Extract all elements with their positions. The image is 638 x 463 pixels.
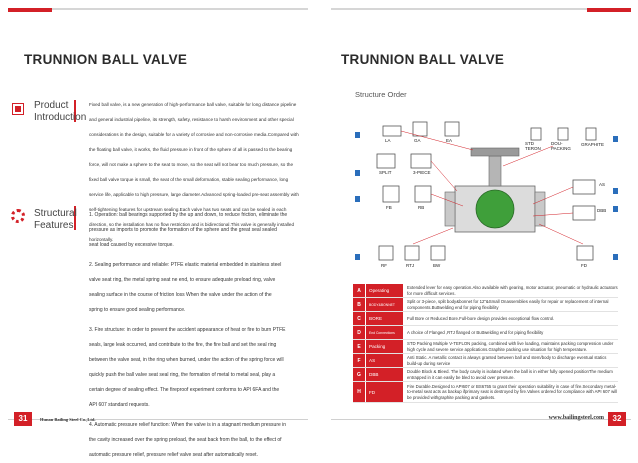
text-line: quickly push the ball valve seat seal ring, the formation of metal to metal seal, play a [89,372,276,378]
row-desc: STD Packing Multiple V-TEFLON packing, combined with live loading, maintains packing compression under high cycle and severe service applications.Graphite packing use situation for high temperature. [403,340,618,354]
label-fd: FD [581,263,587,268]
company-name: Hunan Bailing Steel Co.,Ltd. [40,417,96,422]
text-line: pressure as imports to promote the formation of the sphere and the great seal sealed [89,227,277,233]
page-number: 32 [608,412,626,426]
valve-top-plate [471,148,519,156]
text-line: the cavity increased over the spring preload, the seat back from the ball, to the effect of [89,437,282,443]
right-flange [535,192,545,226]
top-divider [331,8,631,10]
table-row [353,298,618,312]
row-name: DBB [366,368,404,382]
label-ea: EA [446,138,453,143]
side-tag-a [355,132,360,138]
row-desc: Extended lever for easy operation.Also available with gearing, motor actuator, pneumatic or hydraulic actuators for more difficult services. [403,284,618,298]
text-line: between the valve seat, in the ring when burned, under the action of the spring force will [89,357,284,363]
text-line: considerations in the design, suitable for a variety of corrosive and non-corrosive media.Compared with [89,132,299,137]
structure-order-diagram [353,116,620,278]
row-key: G [353,368,366,382]
right-page [319,0,638,436]
page-title: TRUNNION BALL VALVE [24,52,188,67]
top-accent-bar [8,8,52,12]
label-rtj: RTJ [406,263,415,268]
text-line: service life, applicable to high pressure, large diameter.Advanced spring-loaded pre-seat assembly with [89,192,299,197]
text-line: spring to ensure good sealing performance. [89,307,186,313]
text-line: direction, so the installation has no flow restriction and is bidirectional.This valve is generally installed [89,222,295,227]
text-line: 1. Operation: ball bearings supported by the up and down, to reduce friction, eliminate the [89,212,288,218]
row-desc: Double Block & Bleed. The body cavity is isolated when the ball is in either fully opened positionThe medium entrapped in it can easily be bled to avoid over pressure. [403,368,618,382]
row-name: Packing [366,340,404,354]
side-tag-c [355,196,360,202]
text-line: 3. Fire structure: in order to prevent the accident appearance of heat or fire to burn PTFE [89,327,286,333]
side-tag-b [355,170,360,176]
row-name: End Connections [366,326,404,340]
label-dbb: DBB [597,208,607,213]
row-key: B [353,298,366,312]
table-row [353,340,618,354]
heading-line: Introduction [34,112,87,123]
label-3-piece: 3-PIECE [413,170,431,175]
heading-line: Structural [34,208,77,219]
row-desc: Full Bore or Reduced Bore.Full-bore design provides exceptional flow control. [403,312,618,326]
table-row [353,368,618,382]
table-row [353,284,618,298]
label-bw: BW [433,263,441,268]
text-line: automatic pressure relief, pressure relief valve seat after automatically reset. [89,452,258,458]
label-graphite: GRAPHITE [581,142,605,147]
product-intro-heading [34,100,86,124]
row-key: H [353,382,366,403]
row-desc: Fire Durable.Designed to API607 or BS6755 to grant their operation suitability in case of fire.Secondary metal-to-metal seat acts as backup ifprimary seat is destroyed by fire.Valves ordered for compliance with API 607 will be provided withgraphite packing and gaskets. [403,382,618,403]
gear-icon [11,209,25,223]
label-std-teron: STD TERON [525,141,541,151]
row-name: BORE [366,312,404,326]
text-line: self-tightening features for upstream sealing.Each valve has two seats and can be sealed in each [89,207,287,212]
side-tag-h [613,254,618,260]
row-key: F [353,354,366,368]
text-line: force, will not make a sphere to the seat to move, so the seat will not bear too much pressure, so the [89,162,294,167]
heading-line: Product [34,100,69,111]
text-line: seals, large leak occurred, and contribute to the fire, the fire ball and set the seal ring [89,342,277,348]
row-key: D [353,326,366,340]
label-dou-packing: DOU- PACKING [551,141,571,151]
label-as: AS [599,182,606,187]
table-row [353,326,618,340]
text-line: 2. Sealing performance and reliable: PTFE elastic material embedded in stainless steel [89,262,282,268]
left-flange [445,192,455,226]
top-divider [8,8,308,10]
label-ga: GA [414,138,421,143]
valve-stem [489,156,501,186]
text-line: 4. Automatic pressure relief function: When the valve is in a stagnant medium pressure in [89,422,287,428]
top-accent-bar [587,8,631,12]
side-tag-f [613,188,618,194]
structural-features-heading [34,208,77,232]
text-line: sealing surface in the course of friction loss When the valve under the action of the [89,292,272,298]
features-text [89,208,287,463]
text-line: Fixed ball valve, is a new generation of high-performance ball valve, suitable for long distance pipeline [89,102,297,107]
page-number: 31 [14,412,32,426]
website-link[interactable]: www.bailingsteel.com [548,415,604,421]
row-name: FD [366,382,404,403]
text-line: and general industrial pipeline, its strength, safety, resistance to harsh environment and other special [89,117,294,122]
valve-ball [476,190,514,228]
row-name: AS [366,354,404,368]
label-split: SPLIT [379,170,392,175]
text-line: fixed ball valve torque is small, the seat of the small deformation, stable sealing performance, long [89,177,289,182]
row-desc: Anti Static. A metallic contact is always granted between ball and stem/body to discharge eventual statics build-up during service [403,354,618,368]
text-line: horizontally. [89,237,114,242]
left-page [0,0,319,458]
structure-order-subtitle: Structure Order [355,90,407,99]
label-fb: FB [386,205,392,210]
text-line: the floating ball valve, it works, the fluid pressure in front of the sphere of all is passed to the bearing [89,147,293,152]
row-desc: A choice of Flanged ,RTJ flanged or Buttwelding end for piping flexibility [403,326,618,340]
valve-diagram-svg [353,116,620,278]
label-rf: RF [381,263,387,268]
page-title: TRUNNION BALL VALVE [341,52,505,67]
row-name: Operating [366,284,404,298]
row-key: C [353,312,366,326]
row-key: A [353,284,366,298]
table-row [353,382,618,403]
heading-line: Features [34,220,74,231]
text-line: seat load caused by excessive torque. [89,242,174,248]
row-desc: Split or 3-piece, split body&bonnet for 12"&Small Onassemblies easily for repair or replacement of internal components.Buttwelding end for piping flexibility [403,298,618,312]
structure-order-table [353,284,618,403]
text-line: valve seat ring, the metal spring seat ne end, to ensure adequate preload ring, valve [89,277,276,283]
label-la: LA [385,138,391,143]
side-tag-g [613,206,618,212]
side-tag-d [355,254,360,260]
row-key: E [353,340,366,354]
product-intro-icon [12,103,24,115]
table-row [353,312,618,326]
label-rb: RB [418,205,425,210]
table-row [353,354,618,368]
row-name: BODY&BONNET [366,298,404,312]
side-tag-e [613,136,618,142]
text-line: API 607 standard requests. [89,402,150,408]
text-line: certain degree of sealing effect. The fireproof experiment conforms to API 6FA and the [89,387,280,393]
